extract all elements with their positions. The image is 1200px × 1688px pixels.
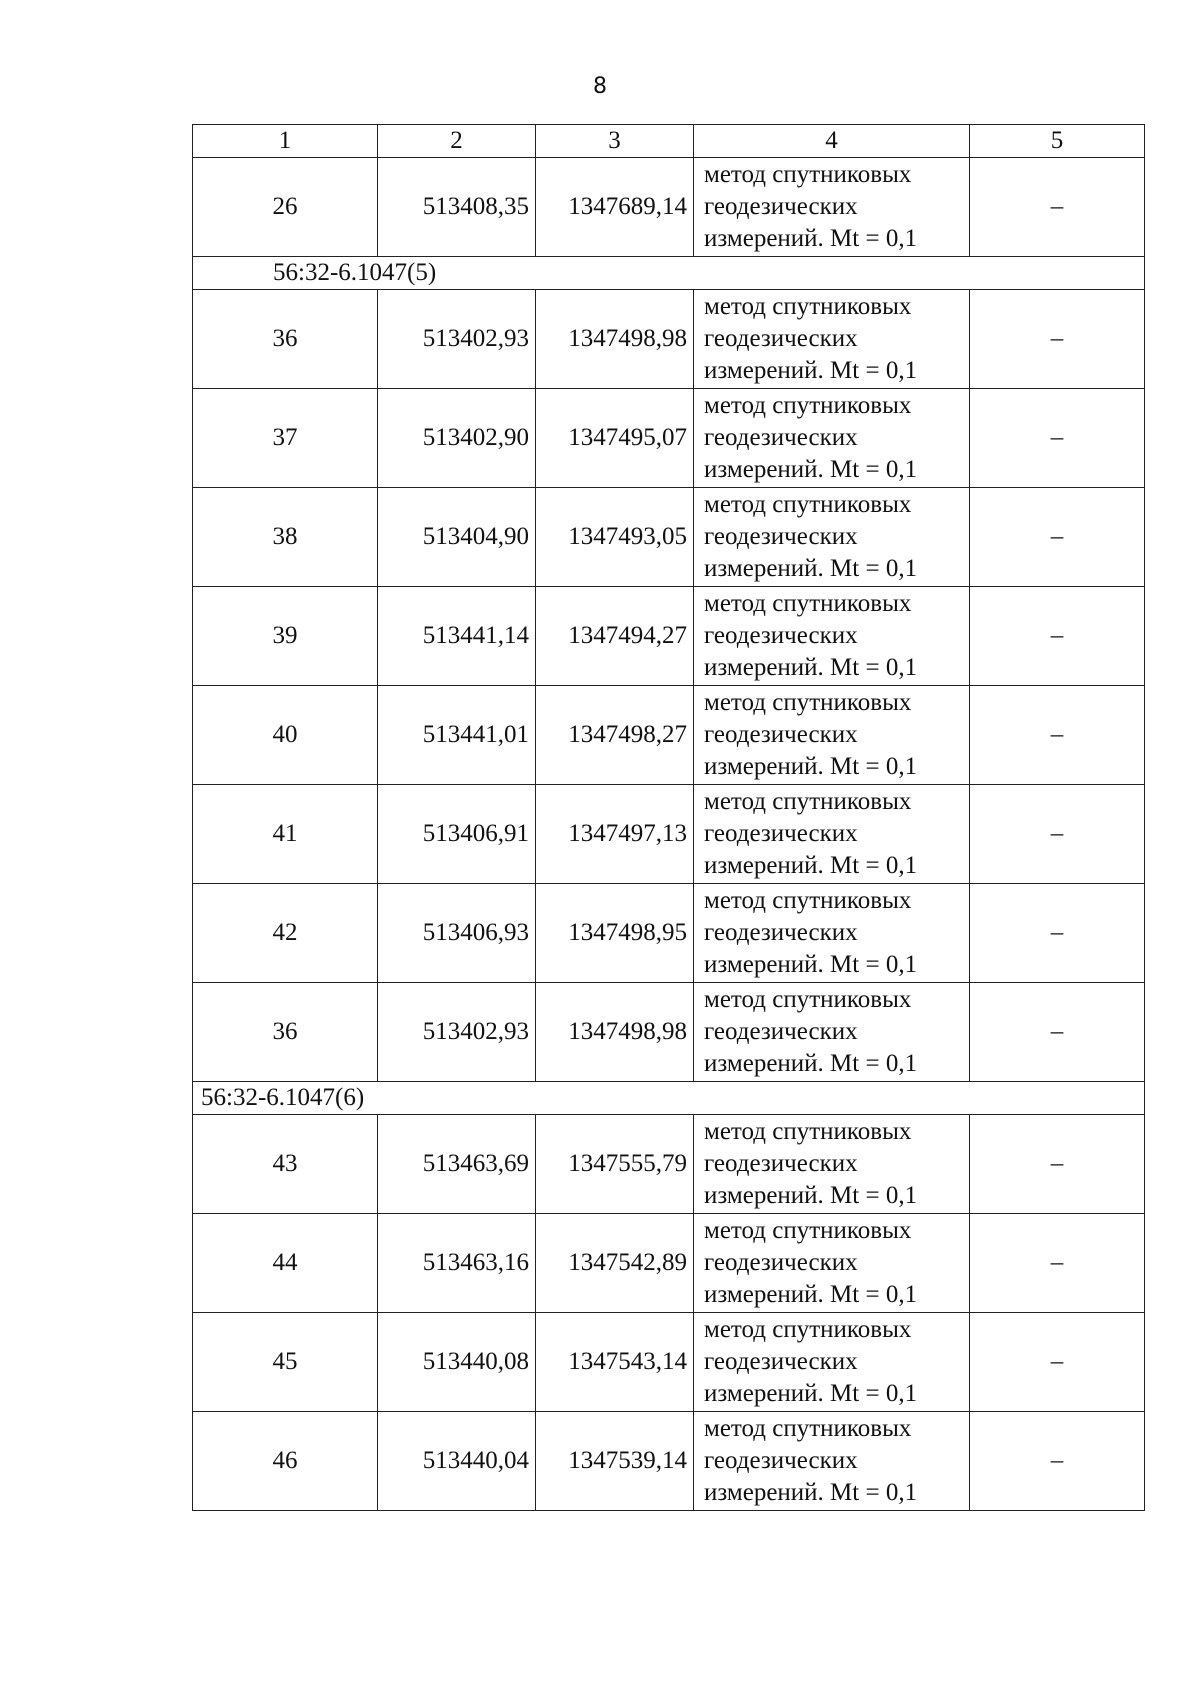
table-row	[193, 1115, 1145, 1214]
note-cell: –	[970, 1115, 1145, 1214]
method-line: метод спутниковых	[704, 590, 912, 617]
method-line: геодезических	[704, 721, 858, 748]
note-cell: –	[970, 1214, 1145, 1313]
method-line: измерений. Mt = 0,1	[704, 852, 918, 879]
method-line: измерений. Mt = 0,1	[704, 753, 918, 780]
table-row	[193, 1313, 1145, 1412]
method-line: измерений. Mt = 0,1	[704, 654, 918, 681]
method-cell	[694, 587, 970, 686]
x-coordinate-cell: 513441,01	[378, 686, 536, 785]
method-cell	[694, 884, 970, 983]
method-cell	[694, 1115, 970, 1214]
method-line: метод спутниковых	[704, 491, 912, 518]
method-cell	[694, 158, 970, 257]
method-line: геодезических	[704, 1447, 858, 1474]
table-row	[193, 1214, 1145, 1313]
table-row	[193, 983, 1145, 1082]
coordinates-table-body	[193, 125, 1145, 1511]
method-line: геодезических	[704, 1150, 858, 1177]
page-number: 8	[593, 74, 607, 99]
y-coordinate-cell: 1347498,98	[536, 290, 694, 389]
method-line: измерений. Mt = 0,1	[704, 225, 918, 252]
y-coordinate-cell: 1347689,14	[536, 158, 694, 257]
point-number-cell: 37	[193, 389, 378, 488]
x-coordinate-cell: 513406,91	[378, 785, 536, 884]
method-line: измерений. Mt = 0,1	[704, 1281, 918, 1308]
y-coordinate-cell: 1347494,27	[536, 587, 694, 686]
y-coordinate-cell: 1347498,95	[536, 884, 694, 983]
method-cell	[694, 389, 970, 488]
method-line: метод спутниковых	[704, 1118, 912, 1145]
method-cell	[694, 1412, 970, 1511]
method-line: метод спутниковых	[704, 293, 912, 320]
point-number-cell: 38	[193, 488, 378, 587]
table-row	[193, 587, 1145, 686]
y-coordinate-cell: 1347497,13	[536, 785, 694, 884]
method-line: геодезических	[704, 820, 858, 847]
note-cell: –	[970, 290, 1145, 389]
x-coordinate-cell: 513441,14	[378, 587, 536, 686]
method-line: геодезических	[704, 193, 858, 220]
note-cell: –	[970, 686, 1145, 785]
method-line: измерений. Mt = 0,1	[704, 1479, 918, 1506]
method-cell	[694, 1214, 970, 1313]
y-coordinate-cell: 1347495,07	[536, 389, 694, 488]
y-coordinate-cell: 1347543,14	[536, 1313, 694, 1412]
point-number-cell: 40	[193, 686, 378, 785]
point-number-cell: 43	[193, 1115, 378, 1214]
x-coordinate-cell: 513463,69	[378, 1115, 536, 1214]
method-line: метод спутниковых	[704, 1316, 912, 1343]
method-cell	[694, 488, 970, 587]
section-label-row	[193, 1082, 1145, 1115]
section-label: 56:32-6.1047(6)	[193, 1082, 1145, 1115]
point-number-cell: 41	[193, 785, 378, 884]
point-number-cell: 39	[193, 587, 378, 686]
note-cell: –	[970, 1412, 1145, 1511]
coordinates-table	[192, 124, 1145, 1511]
table-header-row	[193, 125, 1145, 158]
method-line: измерений. Mt = 0,1	[704, 1380, 918, 1407]
note-cell: –	[970, 587, 1145, 686]
method-line: метод спутниковых	[704, 689, 912, 716]
header-cell: 5	[970, 125, 1145, 158]
method-line: геодезических	[704, 1348, 858, 1375]
method-line: геодезических	[704, 325, 858, 352]
method-line: геодезических	[704, 1018, 858, 1045]
x-coordinate-cell: 513408,35	[378, 158, 536, 257]
note-cell: –	[970, 1313, 1145, 1412]
method-line: измерений. Mt = 0,1	[704, 456, 918, 483]
note-cell: –	[970, 785, 1145, 884]
note-cell: –	[970, 488, 1145, 587]
method-line: метод спутниковых	[704, 887, 912, 914]
x-coordinate-cell: 513402,93	[378, 290, 536, 389]
method-line: геодезических	[704, 622, 858, 649]
header-cell: 1	[193, 125, 378, 158]
method-line: метод спутниковых	[704, 392, 912, 419]
point-number-cell: 44	[193, 1214, 378, 1313]
table-row	[193, 158, 1145, 257]
x-coordinate-cell: 513406,93	[378, 884, 536, 983]
y-coordinate-cell: 1347498,27	[536, 686, 694, 785]
header-cell: 3	[536, 125, 694, 158]
x-coordinate-cell: 513402,90	[378, 389, 536, 488]
note-cell: –	[970, 158, 1145, 257]
table-row	[193, 1412, 1145, 1511]
point-number-cell: 36	[193, 290, 378, 389]
method-line: метод спутниковых	[704, 161, 912, 188]
method-line: измерений. Mt = 0,1	[704, 555, 918, 582]
table-row	[193, 290, 1145, 389]
y-coordinate-cell: 1347493,05	[536, 488, 694, 587]
y-coordinate-cell: 1347555,79	[536, 1115, 694, 1214]
method-line: метод спутниковых	[704, 1217, 912, 1244]
method-line: геодезических	[704, 424, 858, 451]
method-cell	[694, 983, 970, 1082]
point-number-cell: 26	[193, 158, 378, 257]
x-coordinate-cell: 513463,16	[378, 1214, 536, 1313]
header-cell: 4	[694, 125, 970, 158]
y-coordinate-cell: 1347539,14	[536, 1412, 694, 1511]
table-row	[193, 389, 1145, 488]
method-line: измерений. Mt = 0,1	[704, 1050, 918, 1077]
header-cell: 2	[378, 125, 536, 158]
method-line: метод спутниковых	[704, 788, 912, 815]
method-line: метод спутниковых	[704, 986, 912, 1013]
x-coordinate-cell: 513402,93	[378, 983, 536, 1082]
point-number-cell: 45	[193, 1313, 378, 1412]
section-label-row	[193, 257, 1145, 290]
note-cell: –	[970, 389, 1145, 488]
method-cell	[694, 290, 970, 389]
point-number-cell: 42	[193, 884, 378, 983]
method-cell	[694, 1313, 970, 1412]
table-row	[193, 884, 1145, 983]
y-coordinate-cell: 1347498,98	[536, 983, 694, 1082]
note-cell: –	[970, 983, 1145, 1082]
method-line: измерений. Mt = 0,1	[704, 1182, 918, 1209]
section-label: 56:32-6.1047(5)	[193, 257, 1145, 290]
method-cell	[694, 686, 970, 785]
x-coordinate-cell: 513440,08	[378, 1313, 536, 1412]
x-coordinate-cell: 513404,90	[378, 488, 536, 587]
point-number-cell: 36	[193, 983, 378, 1082]
table-row	[193, 686, 1145, 785]
note-cell: –	[970, 884, 1145, 983]
method-line: измерений. Mt = 0,1	[704, 357, 918, 384]
point-number-cell: 46	[193, 1412, 378, 1511]
method-line: измерений. Mt = 0,1	[704, 951, 918, 978]
method-line: геодезических	[704, 919, 858, 946]
table-row	[193, 785, 1145, 884]
y-coordinate-cell: 1347542,89	[536, 1214, 694, 1313]
method-line: геодезических	[704, 523, 858, 550]
x-coordinate-cell: 513440,04	[378, 1412, 536, 1511]
method-cell	[694, 785, 970, 884]
method-line: геодезических	[704, 1249, 858, 1276]
method-line: метод спутниковых	[704, 1415, 912, 1442]
table-row	[193, 488, 1145, 587]
